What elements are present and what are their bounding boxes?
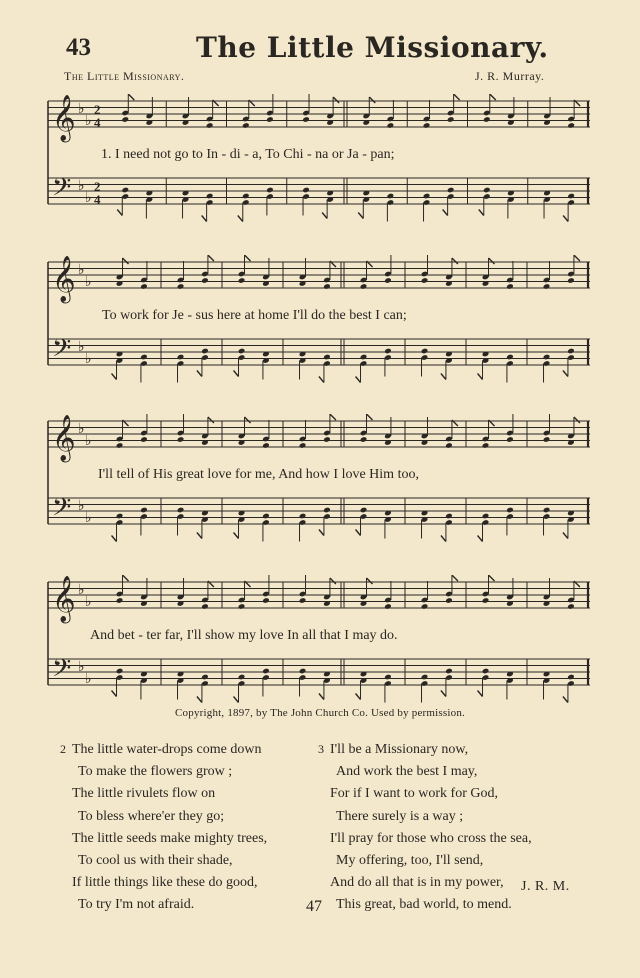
note-flag: [208, 417, 214, 423]
flat-icon: ♭: [78, 660, 85, 675]
note-flag: [112, 536, 117, 542]
note-head: [299, 442, 307, 449]
page-number: 47: [306, 898, 322, 915]
note-head: [506, 436, 514, 443]
lyrics-line-3: I'll tell of His great love for me, And how I love Him too,: [98, 467, 419, 482]
note-head: [447, 187, 455, 194]
note-head: [421, 603, 429, 610]
verse-line: This great, bad world, to mend.: [336, 897, 512, 913]
note-flag: [356, 694, 361, 700]
note-flag: [117, 210, 122, 216]
note-flag: [245, 255, 251, 261]
note-flag: [367, 578, 373, 584]
verse-line: I'll pray for those who cross the sea,: [330, 830, 532, 846]
verse-number: 3: [318, 742, 324, 756]
note-head: [445, 668, 453, 675]
flat-icon: ♭: [85, 672, 92, 687]
note-head: [482, 668, 490, 675]
note-head: [482, 442, 490, 449]
verse-3: [318, 738, 532, 917]
lyrics-line-2: To work for Je - sus here at home I'll do the best I can;: [102, 308, 407, 323]
note-flag: [128, 94, 134, 100]
note-head: [445, 513, 453, 520]
time-signature-bottom: 4: [94, 192, 101, 207]
note-head: [506, 283, 514, 290]
note-flag: [112, 691, 117, 697]
treble-clef-icon: 𝄞: [52, 95, 76, 141]
verse-line: To make the flowers grow ;: [78, 764, 233, 780]
verse-line: To try I'm not afraid.: [78, 897, 195, 913]
note-head: [323, 436, 331, 443]
note-head: [506, 354, 514, 361]
note-flag: [234, 533, 239, 539]
verse-line: For if I want to work for God,: [330, 786, 498, 802]
note-head: [262, 668, 270, 675]
composer-name: J. R. Murray.: [475, 69, 545, 83]
note-flag: [238, 216, 243, 222]
note-flag: [234, 371, 239, 377]
flat-icon: ♭: [85, 434, 92, 449]
note-head: [116, 442, 124, 449]
note-head: [384, 348, 392, 355]
note-head: [206, 122, 214, 129]
flat-icon: ♭: [78, 583, 85, 598]
note-flag: [322, 213, 327, 219]
note-head: [238, 674, 246, 681]
note-head: [483, 187, 491, 194]
note-flag: [478, 536, 483, 542]
note-head: [387, 122, 395, 129]
note-flag: [563, 533, 568, 539]
note-flag: [452, 258, 458, 264]
note-flag: [123, 575, 129, 581]
verse-line: There surely is a way ;: [336, 808, 464, 824]
note-head: [302, 187, 310, 194]
note-head: [201, 348, 209, 355]
treble-clef-icon: 𝄞: [52, 576, 76, 622]
note-head: [302, 116, 310, 123]
copyright-notice: Copyright, 1897, by The John Church Co. Used by permission.: [175, 707, 465, 719]
note-flag: [197, 371, 202, 377]
note-head: [567, 193, 575, 200]
note-head: [262, 442, 270, 449]
note-flag: [330, 414, 336, 420]
note-head: [262, 597, 270, 604]
note-flag: [478, 374, 483, 380]
note-head: [567, 277, 575, 284]
note-flag: [478, 691, 483, 697]
note-head: [323, 354, 331, 361]
note-head: [299, 513, 307, 520]
bass-clef-icon: 𝄢: [52, 654, 72, 689]
treble-clef-icon: 𝄞: [52, 415, 76, 461]
note-flag: [441, 374, 446, 380]
flat-icon: ♭: [78, 179, 85, 194]
note-head: [299, 668, 307, 675]
verse-line: And work the best I may,: [336, 764, 478, 780]
note-flag: [208, 255, 214, 261]
note-head: [323, 283, 331, 290]
note-head: [567, 674, 575, 681]
note-head: [238, 348, 246, 355]
note-head: [445, 597, 453, 604]
note-head: [482, 513, 490, 520]
note-flag: [356, 377, 361, 383]
note-head: [238, 277, 246, 284]
note-flag: [330, 578, 336, 584]
note-flag: [234, 697, 239, 703]
verse-line: My offering, too, I'll send,: [336, 853, 484, 869]
note-head: [423, 193, 431, 200]
lyrics-line-1: 1. I need not go to In - di - a, To Chi - na or Ja - pan;: [101, 147, 395, 162]
verse-2: [60, 738, 267, 917]
note-head: [116, 668, 124, 675]
note-flag: [443, 210, 448, 216]
note-head: [140, 507, 148, 514]
note-flag: [333, 97, 339, 103]
hymn-number: 43: [66, 34, 91, 61]
note-flag: [369, 97, 375, 103]
note-flag: [574, 417, 580, 423]
note-head: [384, 674, 392, 681]
note-head: [238, 603, 246, 610]
verse-line: If little things like these do good,: [72, 875, 258, 891]
note-head: [423, 122, 431, 129]
note-head: [177, 283, 185, 290]
note-head: [543, 507, 551, 514]
flat-icon: ♭: [78, 263, 85, 278]
note-head: [543, 436, 551, 443]
note-flag: [112, 374, 117, 380]
note-head: [116, 597, 124, 604]
verse-line: The little rivulets flow on: [72, 786, 216, 802]
note-head: [262, 513, 270, 520]
note-head: [201, 674, 209, 681]
bass-clef-icon: 𝄢: [52, 334, 72, 369]
verse-line: To cool us with their shade,: [78, 853, 233, 869]
author-initials: J. R. M.: [521, 879, 570, 894]
bass-clef-icon: 𝄢: [52, 493, 72, 528]
note-head: [543, 354, 551, 361]
time-signature-top: 2: [94, 179, 101, 194]
verse-number: 2: [60, 742, 66, 756]
note-head: [567, 603, 575, 610]
note-flag: [452, 575, 458, 581]
note-head: [242, 122, 250, 129]
note-flag: [197, 533, 202, 539]
note-flag: [489, 258, 495, 264]
flat-icon: ♭: [85, 114, 92, 129]
note-head: [242, 193, 250, 200]
note-head: [140, 354, 148, 361]
flat-icon: ♭: [78, 340, 85, 355]
flat-icon: ♭: [78, 422, 85, 437]
note-flag: [441, 691, 446, 697]
note-flag: [563, 371, 568, 377]
note-head: [360, 283, 368, 290]
tune-name: The Little Missionary.: [64, 69, 185, 83]
note-flag: [197, 697, 202, 703]
note-head: [421, 674, 429, 681]
flat-icon: ♭: [85, 191, 92, 206]
note-flag: [358, 213, 363, 219]
note-head: [140, 436, 148, 443]
bass-clef-icon: 𝄢: [52, 173, 72, 208]
note-flag: [563, 697, 568, 703]
note-flag: [123, 258, 129, 264]
note-flag: [479, 210, 484, 216]
note-head: [421, 348, 429, 355]
flat-icon: ♭: [85, 352, 92, 367]
note-head: [360, 507, 368, 514]
note-head: [140, 283, 148, 290]
note-flag: [454, 94, 460, 100]
time-signature-bottom: 4: [94, 115, 101, 130]
note-flag: [441, 536, 446, 542]
note-flag: [319, 530, 324, 536]
lyrics-line-4: And bet - ter far, I'll show my love In all that I may do.: [90, 628, 398, 643]
note-head: [447, 116, 455, 123]
note-head: [445, 442, 453, 449]
time-signature-top: 2: [94, 102, 101, 117]
note-head: [266, 187, 274, 194]
note-flag: [202, 216, 207, 222]
flat-icon: ♭: [85, 511, 92, 526]
flat-icon: ♭: [78, 102, 85, 117]
note-flag: [489, 575, 495, 581]
flat-icon: ♭: [78, 499, 85, 514]
note-flag: [245, 417, 251, 423]
note-head: [384, 277, 392, 284]
note-flag: [563, 216, 568, 222]
note-head: [567, 348, 575, 355]
note-head: [543, 283, 551, 290]
note-head: [177, 354, 185, 361]
flat-icon: ♭: [85, 275, 92, 290]
note-flag: [574, 255, 580, 261]
treble-clef-icon: 𝄞: [52, 256, 76, 302]
note-head: [567, 122, 575, 129]
note-head: [116, 513, 124, 520]
note-head: [387, 193, 395, 200]
verse-line: The little seeds make mighty trees,: [72, 830, 268, 846]
note-head: [323, 507, 331, 514]
note-head: [177, 436, 185, 443]
note-head: [482, 597, 490, 604]
verse-line: I'll be a Missionary now,: [330, 742, 469, 757]
verse-line: And do all that is in my power,: [330, 875, 504, 891]
note-head: [360, 354, 368, 361]
note-head: [177, 507, 185, 514]
note-head: [483, 116, 491, 123]
flat-icon: ♭: [85, 595, 92, 610]
hymn-title: The Little Missionary.: [196, 31, 549, 64]
note-head: [206, 193, 214, 200]
note-flag: [367, 414, 373, 420]
note-head: [421, 277, 429, 284]
note-head: [360, 436, 368, 443]
note-flag: [319, 694, 324, 700]
note-head: [266, 116, 274, 123]
note-flag: [319, 377, 324, 383]
note-flag: [356, 530, 361, 536]
note-head: [384, 603, 392, 610]
note-flag: [490, 94, 496, 100]
verse-line: To bless where'er they go;: [78, 808, 225, 824]
note-head: [201, 603, 209, 610]
note-head: [201, 277, 209, 284]
note-head: [121, 116, 129, 123]
verse-line: The little water-drops come down: [72, 742, 262, 757]
note-head: [121, 187, 129, 194]
note-head: [506, 507, 514, 514]
note-head: [299, 597, 307, 604]
